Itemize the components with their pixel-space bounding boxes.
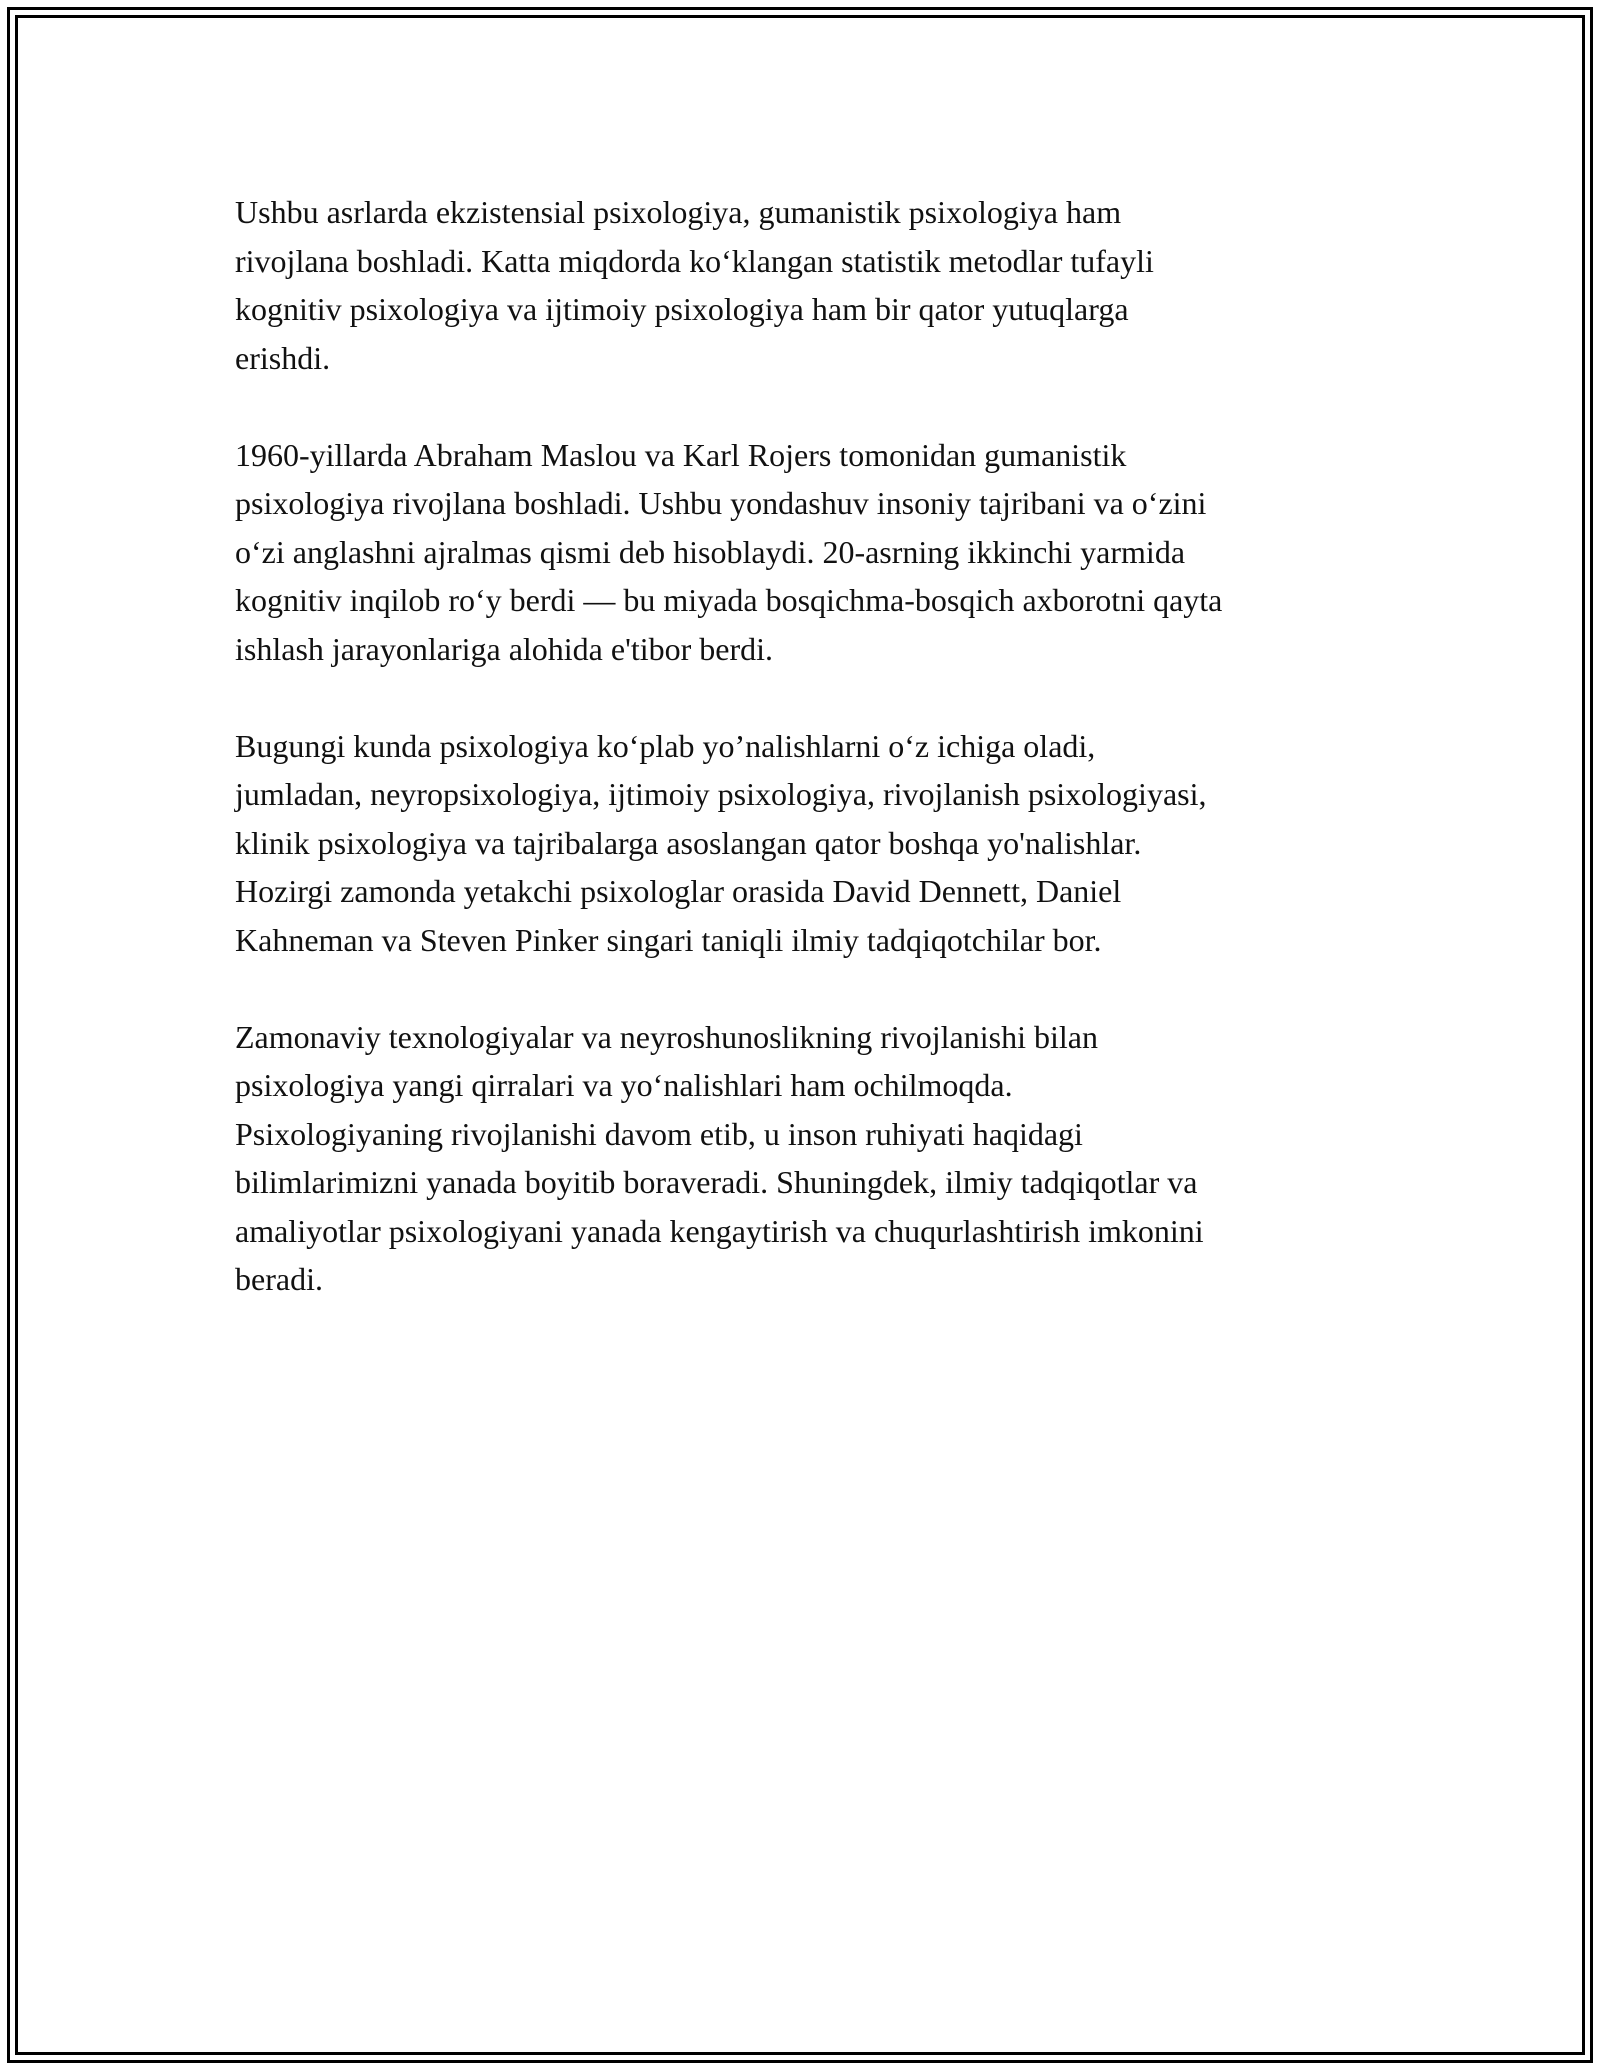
paragraph-4: Zamonaviy texnologiyalar va neyroshunoslikning rivojlanishi bilan psixologiya yangi qirralari va yo‘nalishlari ham ochilmoqda. Psixologiyaning rivojlanishi davom etib, u inson ruhiyati haqidagi bilimlarimizni yanada boyitib boraveradi. Shuningdek, ilmiy tadqiqotlar va amaliyotlar psixologiyani yanada kengaytirish va chuqurlashtirish imkonini beradi. xyxy=(235,1018,1204,1297)
paragraph-3: Bugungi kunda psixologiya ko‘plab yo’nalishlarni o‘z ichiga oladi, jumladan, neyropsixologiya, ijtimoiy psixologiya, rivojlanish psixologiyasi, klinik psixologiya va tajribalarga asoslangan qator boshqa yo'nalishlar. Hozirgi zamonda yetakchi psixologlar orasida David Dennett, Daniel Kahneman va Steven Pinker singari taniqli ilmiy tadqiqotchilar bor. xyxy=(235,727,1207,958)
paragraph-2: 1960-yillarda Abraham Maslou va Karl Rojers tomonidan gumanistik psixologiya rivojlana boshladi. Ushbu yondashuv insoniy tajribani va o‘zini o‘zi anglashni ajralmas qismi deb hisoblaydi. 20-asrning ikkinchi yarmida kognitiv inqilob ro‘y berdi — bu miyada bosqichma-bosqich axborotni qayta ishlash jarayonlariga alohida e'tibor berdi. xyxy=(235,436,1223,667)
document-body xyxy=(235,188,1375,1352)
paragraph-1: Ushbu asrlarda ekzistensial psixologiya, gumanistik psixologiya ham rivojlana boshladi. Katta miqdorda ko‘klangan statistik metodlar tufayli kognitiv psixologiya va ijtimoiy psixologiya ham bir qator yutuqlarga erishdi. xyxy=(235,194,1154,376)
